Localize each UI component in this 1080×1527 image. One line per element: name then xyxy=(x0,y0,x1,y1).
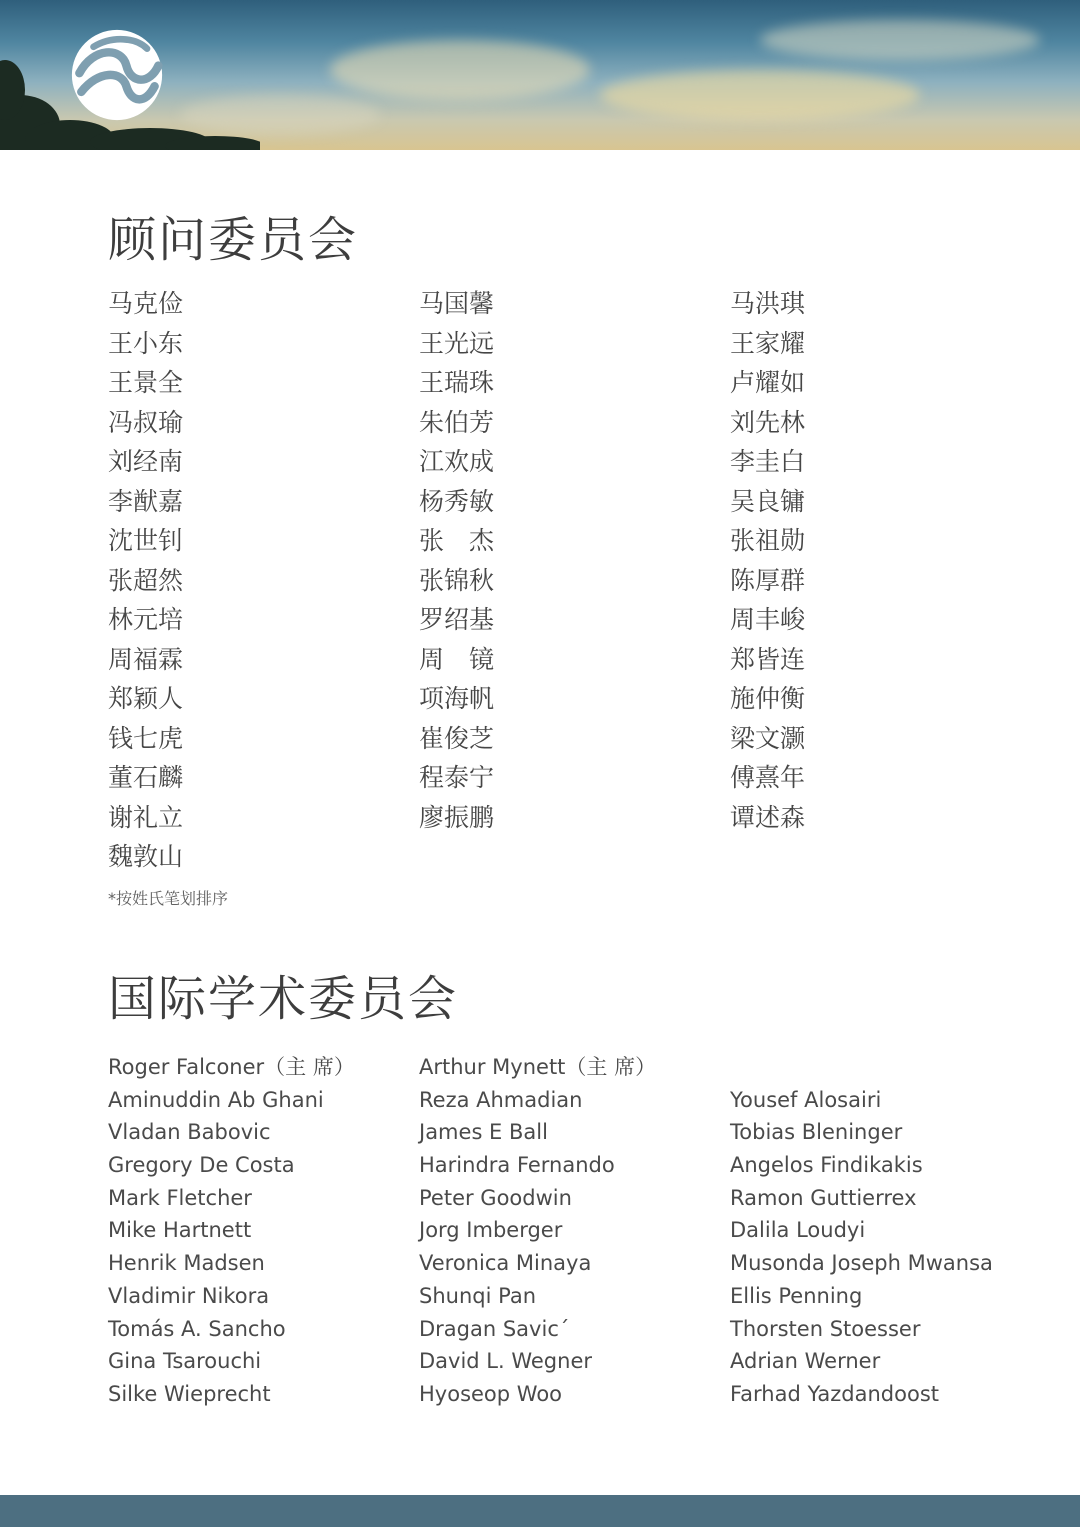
member-name: 李猷嘉 xyxy=(108,486,184,516)
member-name: 卢耀如 xyxy=(730,368,806,397)
member-name: Adrian Werner xyxy=(730,1349,881,1374)
member-name: 朱伯芳 xyxy=(419,407,495,437)
member-name: Harindra Fernando xyxy=(419,1153,615,1178)
member-name: Mark Fletcher xyxy=(108,1185,252,1210)
international-column-1 xyxy=(108,1051,418,1411)
member-name: 王家耀 xyxy=(730,328,806,358)
member-name: Gina Tsarouchi xyxy=(108,1349,262,1374)
member-name: Gregory De Costa xyxy=(108,1153,295,1178)
member-name: Mike Hartnett xyxy=(108,1218,252,1243)
cloud-decoration xyxy=(760,20,1040,60)
member-name: Veronica Minaya xyxy=(419,1251,592,1276)
member-name: Ellis Penning xyxy=(730,1283,863,1308)
member-name: Silke Wieprecht xyxy=(108,1381,271,1406)
member-name: 钱七虎 xyxy=(108,723,184,753)
member-name: James E Ball xyxy=(419,1120,548,1145)
member-name: 郑颖人 xyxy=(108,684,184,713)
international-column-2 xyxy=(419,1051,729,1411)
member-name: 江欢成 xyxy=(419,447,495,476)
member-name: 周 镜 xyxy=(419,644,495,674)
member-name: Vladimir Nikora xyxy=(108,1283,270,1308)
international-committee-title: 国际学术委员会 xyxy=(108,971,459,1027)
header-banner xyxy=(0,0,1080,150)
member-name: 沈世钊 xyxy=(108,526,184,555)
member-name: 施仲衡 xyxy=(730,684,806,713)
cloud-decoration xyxy=(600,70,920,120)
member-name: Reza Ahmadian xyxy=(419,1087,583,1112)
member-name: 周福霖 xyxy=(108,644,184,674)
member-name: Dragan Savic´ xyxy=(419,1316,570,1341)
advisory-column-1 xyxy=(108,284,388,877)
member-name: 张超然 xyxy=(108,565,184,595)
member-name: 马洪琪 xyxy=(730,289,806,318)
member-name: 项海帆 xyxy=(419,684,495,713)
member-name: 张 杰 xyxy=(419,526,495,555)
member-name: Henrik Madsen xyxy=(108,1251,265,1276)
member-name: Roger Falconer（主 席） xyxy=(108,1055,355,1079)
member-name: Shunqi Pan xyxy=(419,1283,536,1308)
member-name: Aminuddin Ab Ghani xyxy=(108,1087,324,1112)
member-name: 程泰宁 xyxy=(419,763,495,792)
member-name: 梁文灏 xyxy=(730,723,806,753)
member-name: Peter Goodwin xyxy=(419,1185,572,1210)
member-name: 马克俭 xyxy=(108,289,184,318)
member-name: Arthur Mynett（主 席） xyxy=(419,1055,657,1079)
advisory-committee-title: 顾问委员会 xyxy=(108,212,359,268)
member-name: Angelos Findikakis xyxy=(730,1153,923,1178)
advisory-column-3 xyxy=(730,284,1010,837)
member-name: Tobias Bleninger xyxy=(730,1120,903,1145)
member-name: Ramon Guttierrex xyxy=(730,1185,917,1210)
member-name: 罗绍基 xyxy=(419,605,495,634)
member-name: David L. Wegner xyxy=(419,1349,593,1374)
member-name: Hyoseop Woo xyxy=(419,1381,563,1406)
member-name: Farhad Yazdandoost xyxy=(730,1381,940,1406)
member-name: Vladan Babovic xyxy=(108,1120,271,1145)
member-name: 郑皆连 xyxy=(730,644,806,674)
member-name: 马国馨 xyxy=(419,289,495,318)
member-name: Jorg Imberger xyxy=(419,1218,563,1243)
member-name: 王瑞珠 xyxy=(419,368,495,397)
swirl-globe-icon xyxy=(70,28,164,122)
cloud-decoration xyxy=(330,40,590,100)
member-name: 吴良镛 xyxy=(730,486,806,516)
member-name: 冯叔瑜 xyxy=(108,407,184,437)
international-column-3 xyxy=(730,1051,1040,1411)
member-name: 陈厚群 xyxy=(730,565,806,595)
member-name: 魏敦山 xyxy=(108,842,184,871)
member-name: 崔俊芝 xyxy=(419,723,495,753)
member-name: 王景全 xyxy=(108,368,184,397)
member-name: 周丰峻 xyxy=(730,605,806,634)
member-name: 谭述森 xyxy=(730,802,806,832)
member-name: 林元培 xyxy=(108,605,184,634)
member-name: 刘先林 xyxy=(730,407,806,437)
member-name: 李圭白 xyxy=(730,447,806,476)
empty-slot xyxy=(730,1051,1040,1084)
member-name: Tomás A. Sancho xyxy=(108,1316,286,1341)
member-name: 董石麟 xyxy=(108,763,184,792)
member-name: 谢礼立 xyxy=(108,802,184,832)
member-name: 刘经南 xyxy=(108,447,184,476)
member-name: Musonda Joseph Mwansa xyxy=(730,1251,993,1276)
sort-order-note: *按姓氏笔划排序 xyxy=(108,889,229,908)
member-name: 王光远 xyxy=(419,328,495,358)
member-name: 杨秀敏 xyxy=(419,486,495,516)
member-name: Thorsten Stoesser xyxy=(730,1316,921,1341)
member-name: 张锦秋 xyxy=(419,565,495,595)
member-name: Yousef Alosairi xyxy=(730,1087,882,1112)
member-name: 廖振鹏 xyxy=(419,802,495,832)
member-name: 张祖勋 xyxy=(730,526,806,555)
member-name: Dalila Loudyi xyxy=(730,1218,866,1243)
member-name: 王小东 xyxy=(108,328,184,358)
footer-bar xyxy=(0,1495,1080,1527)
advisory-column-2 xyxy=(419,284,699,837)
member-name: 傅熹年 xyxy=(730,763,806,792)
